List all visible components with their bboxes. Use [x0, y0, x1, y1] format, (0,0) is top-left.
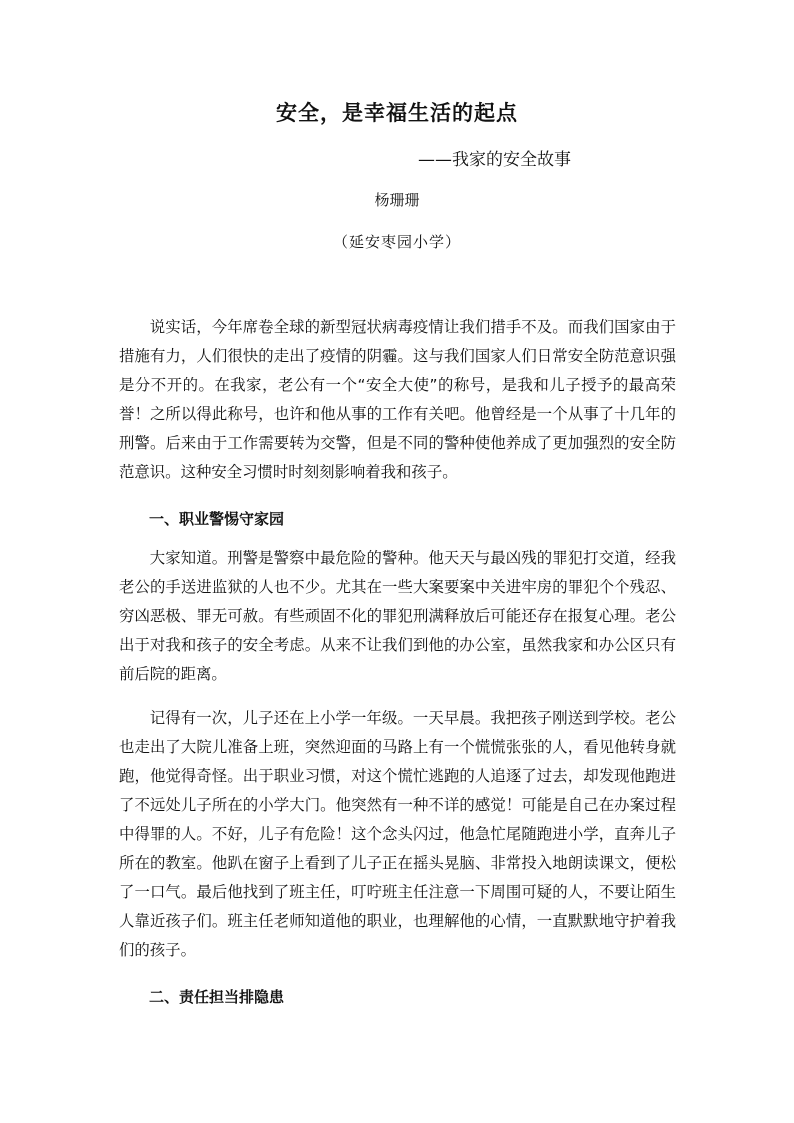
document-title: 安全，是幸福生活的起点 [276, 100, 518, 125]
section-heading-1: 一、职业警惕守家园 [149, 510, 285, 528]
author-school: （延安枣园小学） [332, 233, 461, 251]
section-heading-block-2 [119, 983, 676, 1012]
intro-paragraph: 说实话，今年席卷全球的新型冠状病毒疫情让我们措手不及。而我们国家由于措施有力，人们很快的走出了疫情的阴霾。这与我们国家人们日常安全防范意识强是分不开的。在我家，老公有一个“安全大使”的称号，是我和儿子授予的最高荣誉！之所以得此称号，也许和他从事的工作有关吧。他曾经是一个从事了十几年的刑警。后来由于工作需要转为交警，但是不同的警种使他养成了更加强烈的安全防范意识。这种安全习惯时时刻刻影响着我和孩子。 [119, 318, 676, 481]
paragraph-2: 大家知道。刑警是警察中最危险的警种。他天天与最凶残的罪犯打交道，经我老公的手送进监狱的人也不少。尤其在一些大案要案中关进牢房的罪犯个个残忍、穷凶恶极、罪无可赦。有些顽固不化的罪犯刑满释放后可能还存在报复心理。老公出于对我和孩子的安全考虑。从来不让我们到他的办公室，虽然我家和办公区只有前后院的距离。 [119, 549, 676, 683]
section-heading-2: 二、责任担当排隐患 [149, 988, 285, 1006]
paragraph-block-2 [119, 544, 676, 689]
author-name: 杨珊珊 [374, 191, 420, 209]
section-heading-block-1 [119, 505, 676, 534]
intro-paragraph-block [119, 313, 676, 487]
paragraph-block-3 [119, 704, 676, 965]
document-subtitle: ——我家的安全故事 [418, 150, 571, 170]
paragraph-3: 记得有一次，儿子还在上小学一年级。一天早晨。我把孩子刚送到学校。老公也走出了大院儿准备上班，突然迎面的马路上有一个慌慌张张的人，看见他转身就跑，他觉得奇怪。出于职业习惯，对这个慌忙逃跑的人追逐了过去，却发现他跑进了不远处儿子所在的小学大门。他突然有一种不详的感觉！可能是自己在办案过程中得罪的人。不好，儿子有危险！这个念头闪过，他急忙尾随跑进小学，直奔儿子所在的教室。他趴在窗子上看到了儿子正在摇头晃脑、非常投入地朗读课文，便松了一口气。最后他找到了班主任，叮咛班主任注意一下周围可疑的人，不要让陌生人靠近孩子们。班主任老师知道他的职业，也理解他的心情，一直默默地守护着我们的孩子。 [119, 709, 676, 959]
